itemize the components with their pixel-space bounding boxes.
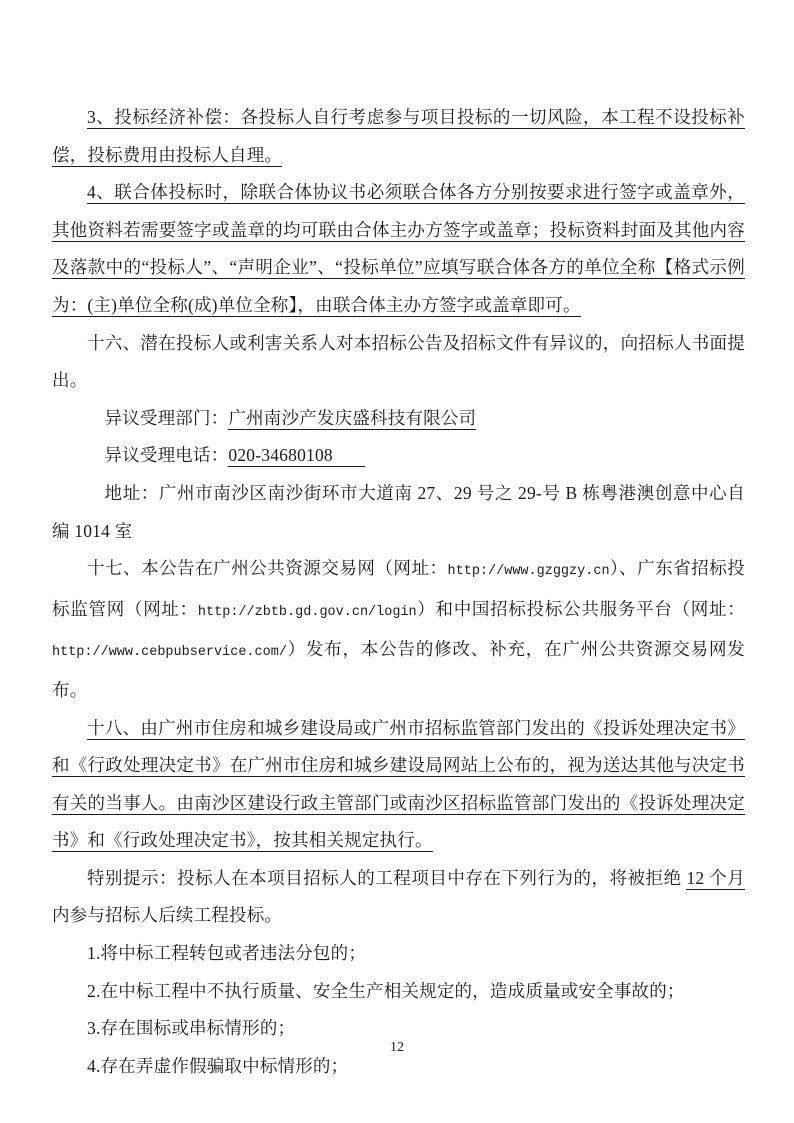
clause-3-economic-compensation-paragraph bbox=[52, 99, 745, 174]
page-number: 12 bbox=[390, 1040, 404, 1055]
clause-4-consortium-bidding-paragraph bbox=[52, 174, 745, 324]
objection-address-text: 地址：广州市南沙区南沙街环市大道南 27、29 号之 29-号 B 栋粤港澳创意中心自编 1014 室 bbox=[52, 482, 745, 541]
objection-department-label: 异议受理部门： bbox=[104, 407, 229, 428]
ban-duration-underline: 12 个月 bbox=[686, 867, 745, 888]
objection-phone-label: 异议受理电话： bbox=[104, 445, 229, 466]
objection-address-line bbox=[52, 475, 745, 550]
underlined-text: 4、联合体投标时，除联合体协议书必须联合体各方分别按要求进行签字或盖章外，其他资料若需要签字或盖章的均可联由合体主办方签字或盖章；投标资料封面及其他内容及落款中的“投标人”、“声明企业”、“投标单位”应填写联合体各方的单位全称【格式示例为：(主)单位全称(成)单位全称】，由联合体主办方签字或盖章即可。 bbox=[52, 182, 745, 315]
section-18-decision-documents-paragraph bbox=[52, 710, 745, 860]
objection-phone-value: 020-34680108 bbox=[228, 445, 364, 467]
section-16-objection-paragraph bbox=[52, 325, 745, 400]
prohibited-behavior-item-1 bbox=[52, 935, 745, 973]
section-17-publication-paragraph bbox=[52, 550, 745, 709]
list-item-text: 2.在中标工程中不执行质量、安全生产相关规定的，造成质量或安全事故的； bbox=[87, 980, 685, 1001]
list-item-text: 4.存在弄虚作假骗取中标情形的； bbox=[87, 1055, 349, 1076]
section-17-text: ）和中国招标投标公共服务平台（网址： bbox=[416, 598, 745, 619]
cebpubservice-url: http://www.cebpubservice.com/ bbox=[52, 645, 287, 661]
objection-department-value: 广州南沙产发庆盛科技有限公司 bbox=[228, 407, 477, 428]
special-notice-paragraph bbox=[52, 860, 745, 935]
document-body bbox=[52, 99, 745, 1085]
zbtb-gd-gov-url: http://zbtb.gd.gov.cn/login bbox=[197, 604, 417, 620]
underlined-text: 3、投标经济补偿：各投标人自行考虑参与项目投标的一切风险，本工程不设投标补偿，投标费用由投标人自理。 bbox=[52, 107, 745, 165]
objection-department-line bbox=[52, 400, 745, 438]
section-16-text: 十六、潜在投标人或利害关系人对本招标公告及招标文件有异议的，向招标人书面提出。 bbox=[52, 332, 745, 391]
list-item-text: 1.将中标工程转包或者违法分包的； bbox=[87, 943, 367, 964]
objection-phone-line bbox=[52, 437, 745, 475]
prohibited-behavior-item-2 bbox=[52, 973, 745, 1011]
section-17-text: ）发布，本公告的修改、补充，在广州公共资源交易网发布。 bbox=[52, 639, 745, 700]
gzggzy-url: http://www.gzggzy.cn bbox=[447, 564, 610, 580]
special-notice-text: 内参与招标人后续工程投标。 bbox=[52, 905, 283, 926]
underlined-text: 十八、由广州市住房和城乡建设局或广州市招标监管部门发出的《投诉处理决定书》和《行政处理决定书》在广州市住房和城乡建设局网站上公布的，视为送达其他与决定书有关的当事人。由南沙区建设行政主管部门或南沙区招标监管部门发出的《投诉处理决定书》和《行政处理决定书》，按其相关规定执行。 bbox=[52, 717, 745, 851]
list-item-text: 3.存在围标或串标情形的； bbox=[87, 1018, 296, 1039]
special-notice-text: 特别提示：投标人在本项目招标人的工程项目中存在下列行为的，将被拒绝 bbox=[87, 867, 687, 888]
section-17-text: ）、广东省招标投标监管网（网址： bbox=[52, 558, 745, 619]
section-17-text: 十七、本公告在广州公共资源交易网（网址： bbox=[87, 558, 448, 579]
